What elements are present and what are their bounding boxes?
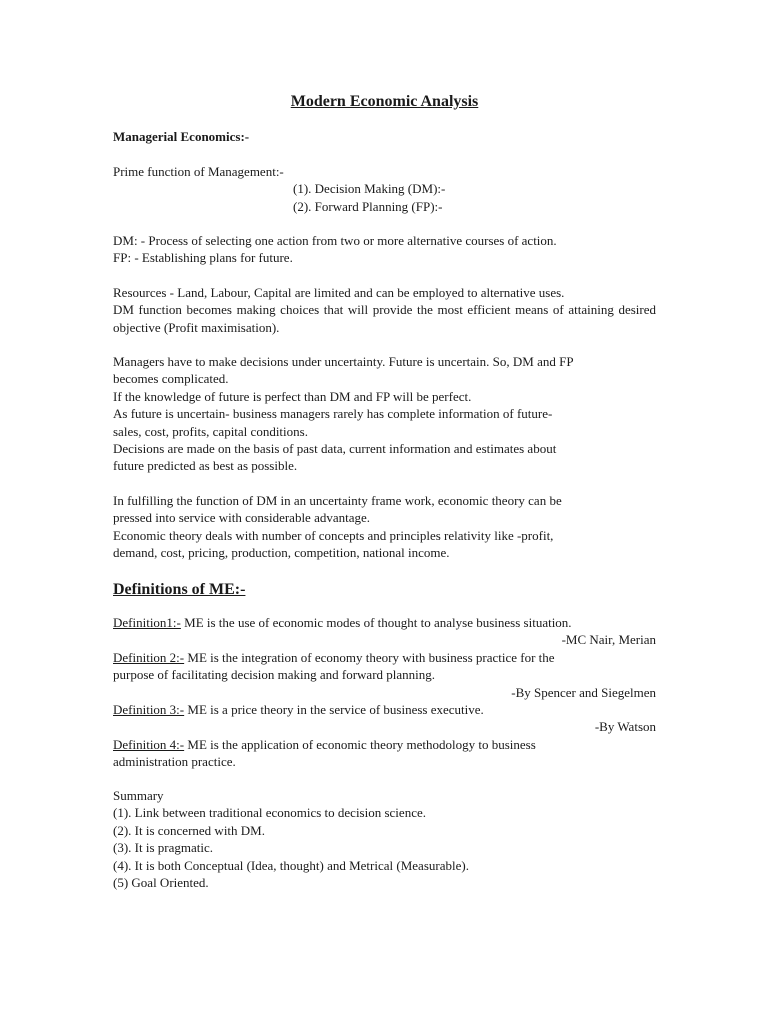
paragraph-line: In fulfilling the function of DM in an uncertainty frame work, economic theory can be bbox=[113, 493, 562, 508]
resources-text: Resources - Land, Labour, Capital are limited and can be employed to alternative uses. bbox=[113, 285, 565, 300]
prime-function-block bbox=[113, 163, 656, 215]
definition-text: ME is a price theory in the service of business executive. bbox=[184, 702, 484, 718]
summary-block bbox=[113, 787, 656, 891]
prime-function-label: Prime function of Management:- bbox=[113, 164, 284, 179]
paragraph-line: sales, cost, profits, capital conditions. bbox=[113, 423, 308, 439]
definition-2 bbox=[113, 649, 656, 666]
definitions-list bbox=[113, 614, 656, 771]
definition-label: Definition 4:- bbox=[113, 736, 185, 752]
resources-paragraph bbox=[113, 284, 656, 336]
definitions-heading: Definitions of ME:- bbox=[113, 581, 246, 598]
uncertainty-paragraph bbox=[113, 353, 656, 475]
paragraph-line: becomes complicated. bbox=[113, 371, 229, 387]
paragraph-line: As future is uncertain- business managers rarely has complete information of future- bbox=[113, 406, 553, 422]
paragraph-line: Economic theory deals with number of concepts and principles relativity like -profit, bbox=[113, 527, 554, 543]
definition-label: Definition1:- bbox=[113, 615, 181, 630]
function-item: (1). Decision Making (DM):- bbox=[293, 181, 446, 197]
paragraph-line: If the knowledge of future is perfect than DM and FP will be perfect. bbox=[113, 388, 472, 404]
paragraph-line: Decisions are made on the basis of past data, current information and estimates about bbox=[113, 441, 557, 457]
definition-author: -By Spencer and Siegelmen bbox=[511, 684, 656, 700]
definitions-heading-block bbox=[113, 580, 656, 600]
paragraph-line: pressed into service with considerable advantage. bbox=[113, 510, 371, 526]
document-title: Modern Economic Analysis bbox=[290, 93, 479, 110]
definition-continuation: purpose of facilitating decision making and forward planning. bbox=[113, 667, 436, 683]
summary-item: (2). It is concerned with DM. bbox=[113, 822, 265, 838]
definition-text: ME is the use of economic modes of thought to analyse business situation. bbox=[180, 615, 572, 630]
section-managerial-economics bbox=[113, 128, 656, 145]
definition-continuation: administration practice. bbox=[113, 754, 236, 770]
definition-label: Definition 2:- bbox=[113, 649, 185, 665]
definition-text: ME is the application of economic theory methodology to business bbox=[184, 736, 536, 752]
paragraph-line: Managers have to make decisions under uncertainty. Future is uncertain. So, DM and FP bbox=[113, 354, 574, 369]
theory-paragraph bbox=[113, 492, 656, 562]
summary-heading: Summary bbox=[113, 788, 164, 803]
definition-4 bbox=[113, 736, 656, 753]
paragraph-line: demand, cost, pricing, production, competition, national income. bbox=[113, 545, 450, 561]
paragraph-line: future predicted as best as possible. bbox=[113, 458, 298, 474]
dm-definition: DM: - Process of selecting one action from two or more alternative courses of action. bbox=[113, 233, 557, 248]
function-item: (2). Forward Planning (FP):- bbox=[293, 198, 443, 214]
definition-1 bbox=[113, 614, 656, 631]
summary-item: (1). Link between traditional economics to decision science. bbox=[113, 805, 426, 821]
dm-function-text: DM function becomes making choices that will provide the most efficient means of attaining desired objective (Profit maximisation). bbox=[113, 302, 656, 335]
summary-item: (3). It is pragmatic. bbox=[113, 840, 213, 856]
summary-item: (4). It is both Conceptual (Idea, thought) and Metrical (Measurable). bbox=[113, 857, 469, 873]
definition-label: Definition 3:- bbox=[113, 702, 185, 718]
summary-item: (5) Goal Oriented. bbox=[113, 875, 209, 891]
section-heading: Managerial Economics:- bbox=[113, 129, 250, 144]
definitions-dm-fp bbox=[113, 232, 656, 267]
definition-text: ME is the integration of economy theory with business practice for the bbox=[184, 649, 555, 665]
definition-author: -By Watson bbox=[594, 719, 656, 735]
definition-3 bbox=[113, 701, 656, 718]
definition-author: -MC Nair, Merian bbox=[561, 632, 656, 648]
fp-definition: FP: - Establishing plans for future. bbox=[113, 250, 293, 266]
